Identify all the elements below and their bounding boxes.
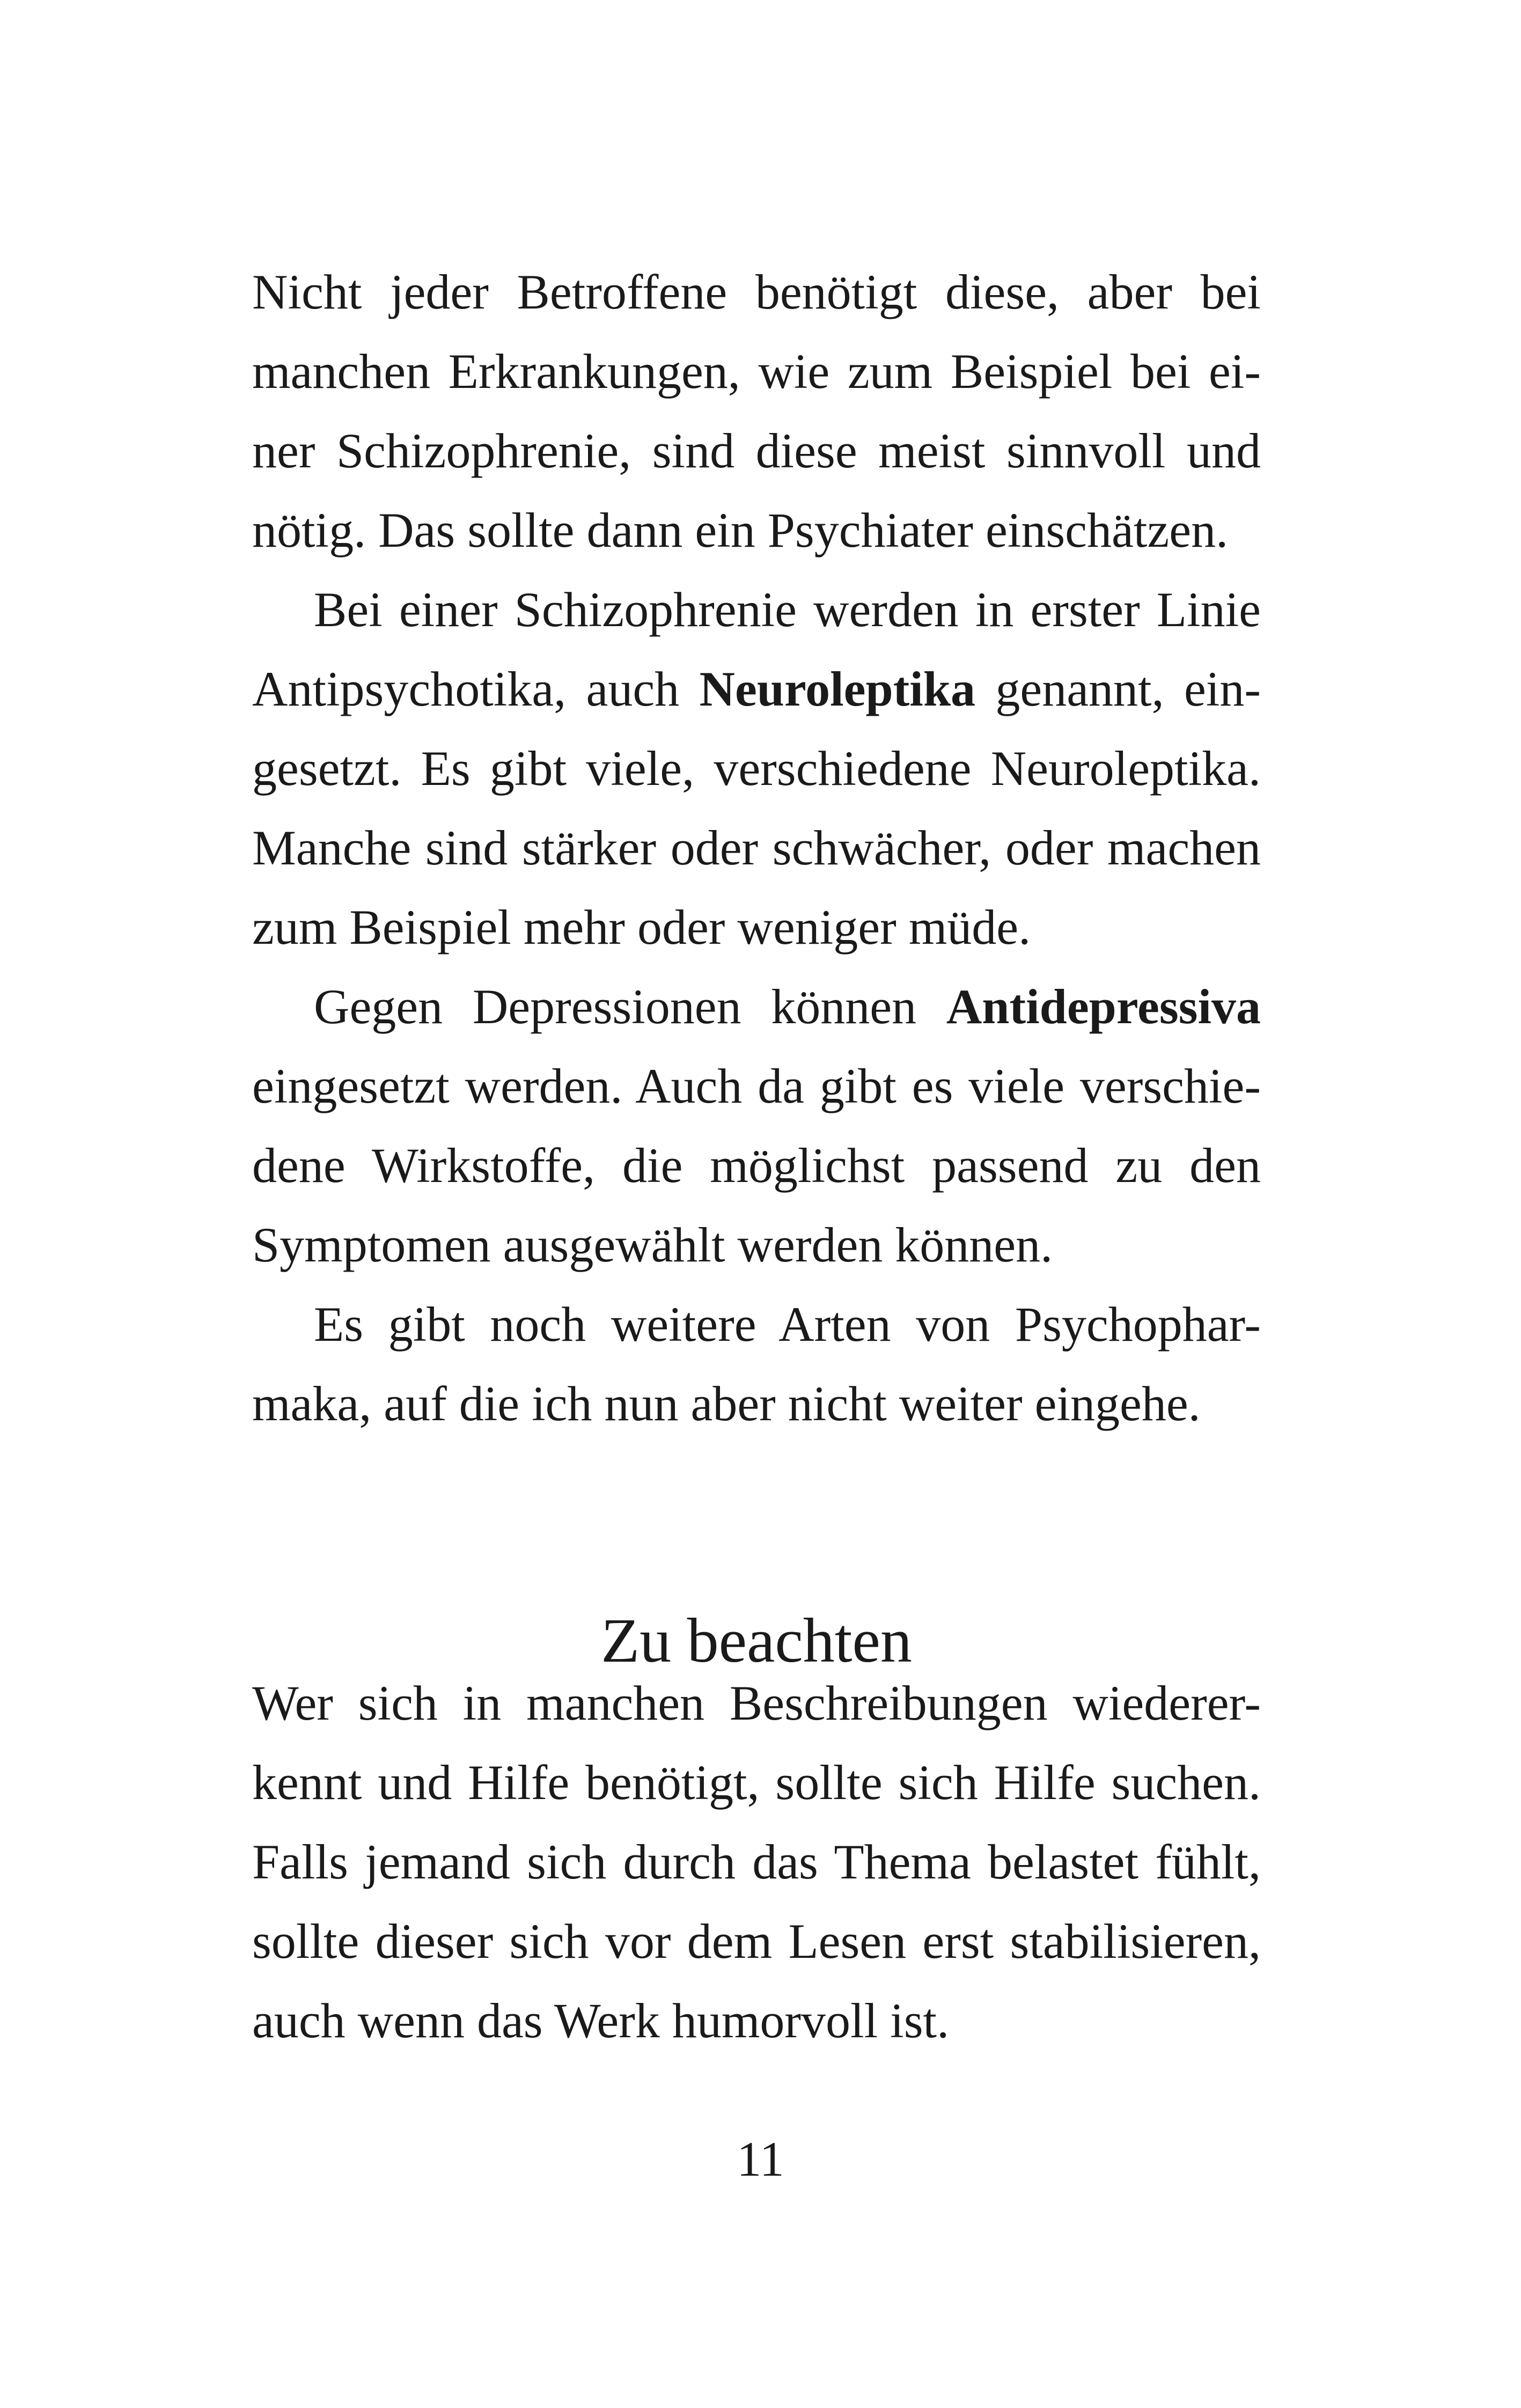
text-line: sollte dieser sich vor dem Lesen erst stabilisieren, bbox=[252, 1914, 1261, 1969]
text-line: Nicht jeder Betroffene benötigt diese, aber bei bbox=[252, 265, 1261, 319]
text-line: auch wenn das Werk humorvoll ist. bbox=[252, 1993, 950, 2048]
text-line: kennt und Hilfe benötigt, sollte sich Hilfe suchen. bbox=[252, 1755, 1261, 1810]
text-line: zum Beispiel mehr oder weniger müde. bbox=[252, 900, 1031, 955]
text-line: Bei einer Schizophrenie werden in erster Linie bbox=[314, 582, 1261, 637]
text-line: ner Schizophrenie, sind diese meist sinnvoll und bbox=[252, 423, 1261, 478]
text-line: Es gibt noch weitere Arten von Psychophar- bbox=[314, 1297, 1261, 1352]
paragraph bbox=[252, 570, 1261, 967]
text-run: Gegen Depressionen können bbox=[314, 979, 946, 1034]
bold-term: Antidepressiva bbox=[946, 979, 1261, 1034]
text-run: genannt, ein- bbox=[975, 662, 1261, 716]
page-number: 11 bbox=[737, 2132, 784, 2186]
section-heading: Zu beachten bbox=[601, 1605, 912, 1676]
text-run: Antipsychotika, auch bbox=[252, 662, 700, 716]
paragraph bbox=[252, 1284, 1261, 1443]
text-line: maka, auf die ich nun aber nicht weiter eingehe. bbox=[252, 1376, 1201, 1431]
text-line: Falls jemand sich durch das Thema belastet fühlt, bbox=[252, 1834, 1261, 1889]
text-line: dene Wirkstoffe, die möglichst passend zu den bbox=[252, 1138, 1261, 1193]
bold-term: Neuroleptika bbox=[699, 662, 976, 716]
text-line: eingesetzt werden. Auch da gibt es viele verschie- bbox=[252, 1059, 1261, 1113]
paragraph bbox=[252, 252, 1261, 570]
paragraph bbox=[252, 967, 1261, 1284]
text-line: manchen Erkrankungen, wie zum Beispiel bei ei- bbox=[252, 344, 1261, 399]
text-line: nötig. Das sollte dann ein Psychiater einschätzen. bbox=[252, 503, 1229, 557]
text-line: Symptomen ausgewählt werden können. bbox=[252, 1217, 1053, 1272]
paragraph bbox=[252, 1663, 1261, 2060]
text-line: Wer sich in manchen Beschreibungen wiederer- bbox=[252, 1676, 1261, 1730]
text-line bbox=[252, 649, 1261, 729]
body-text-top bbox=[252, 252, 1261, 1443]
body-text-bottom bbox=[252, 1663, 1261, 2060]
text-line: gesetzt. Es gibt viele, verschiedene Neuroleptika. bbox=[252, 741, 1261, 796]
text-line: Manche sind stärker oder schwächer, oder machen bbox=[252, 820, 1261, 875]
text-line bbox=[252, 967, 1261, 1046]
